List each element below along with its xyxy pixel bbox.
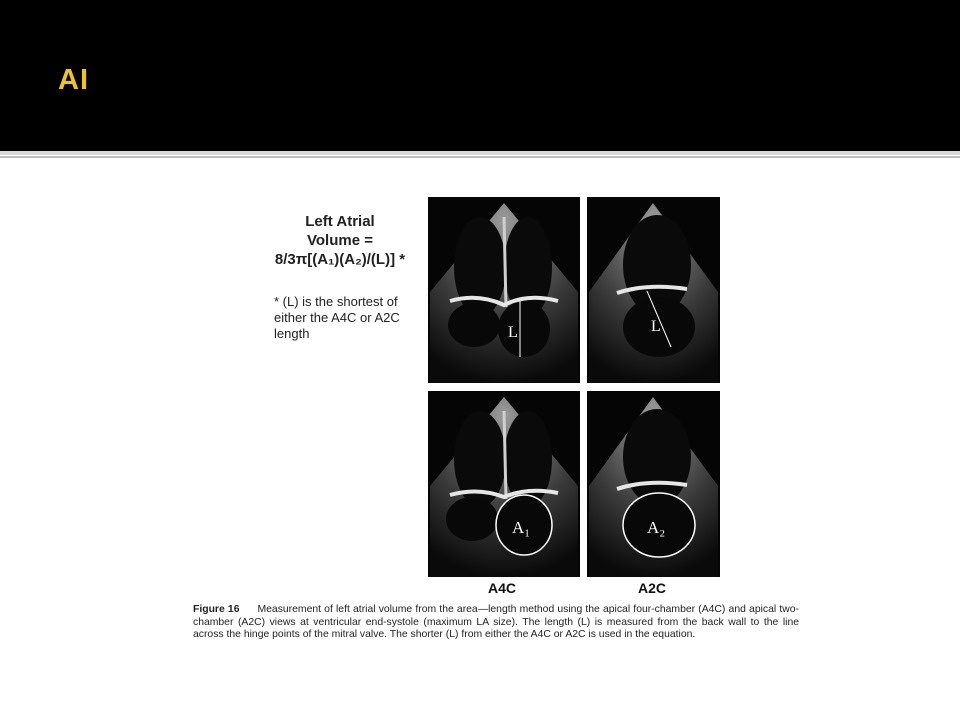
length-label-a4c: L — [508, 324, 518, 341]
figure-caption-label: Figure 16 — [193, 604, 240, 615]
formula-line-2: Volume = — [307, 232, 373, 249]
header-divider — [0, 151, 960, 155]
volume-formula — [256, 212, 424, 269]
formula-line-1: Left Atrial — [305, 213, 375, 230]
echo-image-a4c-length — [428, 197, 580, 383]
length-label-a2c: L — [651, 318, 661, 335]
formula-equation: 8/3π[(A₁)(A₂)/(L)] * — [274, 251, 406, 268]
echo-image-a2c-area — [587, 391, 720, 577]
area-label-a4c: A₁ — [512, 518, 531, 537]
slide-header — [0, 0, 960, 151]
figure-caption — [193, 604, 799, 642]
figure-caption-text: Measurement of left atrial volume from the area—length method using the apical four-chamber (A4C) and apical two-chamber (A2C) views at ventricular end-systole (maximum LA size). The length (L) is measured from the back wall to the line across the hinge points of the mitral valve. The shorter (L) from either the A4C or A2C is used in the equation. — [193, 604, 799, 641]
view-label-a4c: A4C — [488, 580, 517, 596]
echo-image-a4c-area — [428, 391, 580, 577]
area-label-a2c: A₂ — [647, 518, 666, 537]
echo-image-a2c-length — [587, 197, 720, 383]
slide-title: AI — [58, 64, 89, 96]
view-label-a2c: A2C — [638, 580, 667, 596]
formula-footnote: * (L) is the shortest of either the A4C or A2C length — [274, 294, 400, 341]
header-divider-thin — [0, 156, 960, 158]
